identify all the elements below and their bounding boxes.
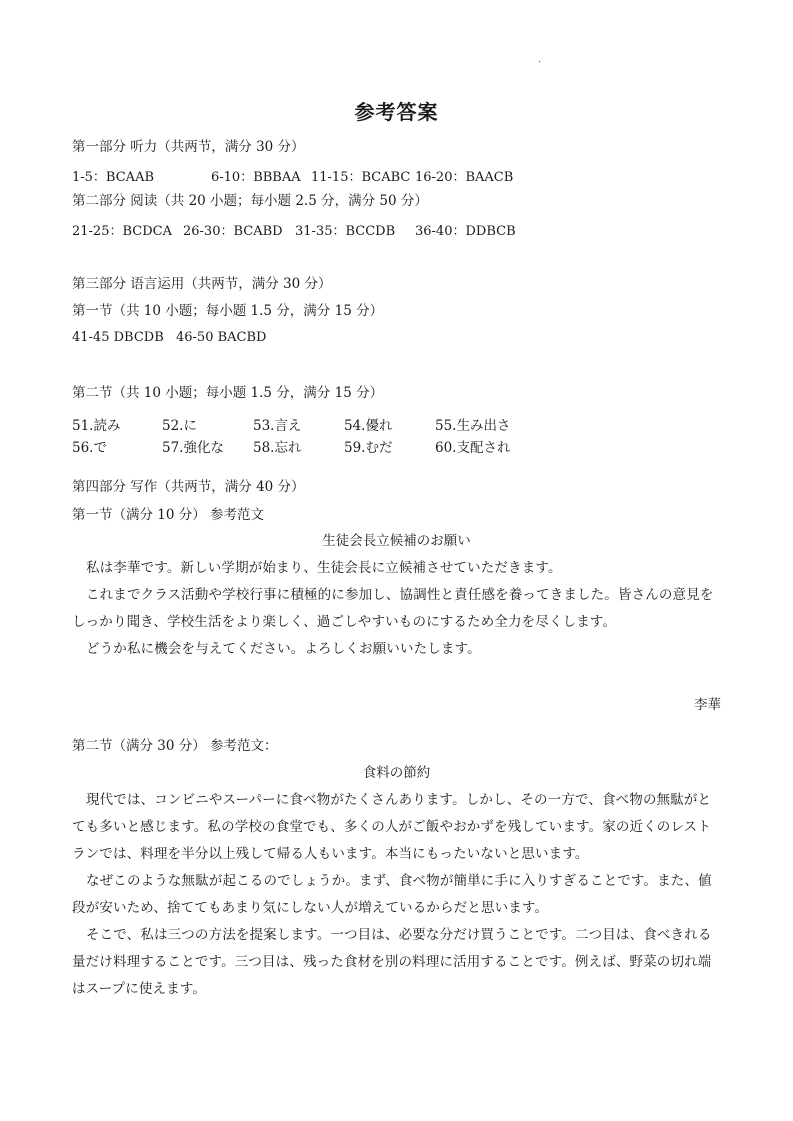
- answer-item: 54.優れ: [344, 418, 393, 434]
- part4-heading: 第四部分 写作（共两节，满分 40 分）: [72, 479, 305, 495]
- part4-section1-heading: 第一节（满分 10 分） 参考范文: [72, 507, 265, 523]
- answer-group: 1-5：BCAAB: [72, 170, 155, 185]
- answer-group: 41-45 DBCDB: [72, 330, 164, 345]
- answer-group: 26-30：BCABD: [183, 224, 283, 239]
- essay2-paragraph: なぜこのような無駄が起こるのでしょうか。まず、食べ物が簡単に手に入りすぎることです。また、値段が安いため、捨ててもあまり気にしない人が増えているからだと思います。: [72, 873, 712, 916]
- answer-item: 53.言え: [253, 418, 302, 434]
- page-title: 参考答案: [354, 100, 439, 124]
- essay1-paragraph: これまでクラス活動や学校行事に積極的に参加し、協調性と責任感を養ってきました。皆さんの意見をしっかり聞き、学校生活をより楽しく、過ごしやすいものにするため全力を尽くします。: [72, 587, 714, 630]
- answer-group: 16-20：BAACB: [415, 170, 514, 185]
- answer-item: 59.むだ: [344, 440, 393, 456]
- part3-section2-heading: 第二节（共 10 小题；每小题 1.5 分，满分 15 分）: [72, 385, 384, 401]
- answer-group: 36-40：DDBCB: [415, 224, 516, 239]
- answer-item: 56.で: [72, 440, 107, 456]
- answer-group: 46-50 BACBD: [176, 330, 267, 345]
- essay1-paragraph: 私は李華です。新しい学期が始まり、生徒会長に立候補させていただきます。: [86, 560, 562, 576]
- part2-heading: 第二部分 阅读（共 20 小题；每小题 2.5 分，满分 50 分）: [72, 193, 428, 209]
- essay2-title: 食料の節約: [362, 765, 431, 781]
- essay1-paragraph: どうか私に機会を与えてください。よろしくお願いいたします。: [86, 641, 481, 657]
- stray-dot: .: [538, 54, 542, 65]
- essay2-paragraph: そこで、私は三つの方法を提案します。一つ目は、必要な分だけ買うことです。二つ目は、食べきれる量だけ料理することです。三つ目は、残った食材を別の料理に活用することです。例えば、野菜の切れ端はスープに使えます。: [72, 927, 712, 997]
- answer-item: 58.忘れ: [253, 440, 302, 456]
- answer-item: 52.に: [162, 418, 197, 434]
- answer-group: 31-35：BCCDB: [295, 224, 396, 239]
- answer-item: 55.生み出さ: [435, 418, 511, 434]
- answer-item: 60.支配され: [435, 440, 511, 456]
- answer-item: 51.読み: [72, 418, 121, 434]
- part3-section1-heading: 第一节（共 10 小题；每小题 1.5 分，满分 15 分）: [72, 303, 384, 319]
- essay1-signature: 李華: [694, 697, 721, 713]
- essay1-title: 生徒会長立候補のお願い: [322, 533, 471, 549]
- part1-heading: 第一部分 听力（共两节，满分 30 分）: [72, 139, 305, 155]
- answer-group: 21-25：BCDCA: [72, 224, 172, 239]
- part3-heading: 第三部分 语言运用（共两节，满分 30 分）: [72, 276, 332, 292]
- part4-section2-heading: 第二节（满分 30 分） 参考范文：: [72, 738, 278, 754]
- answer-group: 6-10：BBBAA: [211, 170, 301, 185]
- answer-item: 57.強化な: [162, 440, 224, 456]
- answer-group: 11-15：BCABC: [311, 170, 411, 185]
- essay2-paragraph: 現代では、コンビニやスーパーに食べ物がたくさんあります。しかし、その一方で、食べ物の無駄がとても多いと感じます。私の学校の食堂でも、多くの人がご飯やおかずを残しています。家の近くのレストランでは、料理を半分以上残して帰る人もいます。本当にもったいないと思います。: [72, 792, 712, 862]
